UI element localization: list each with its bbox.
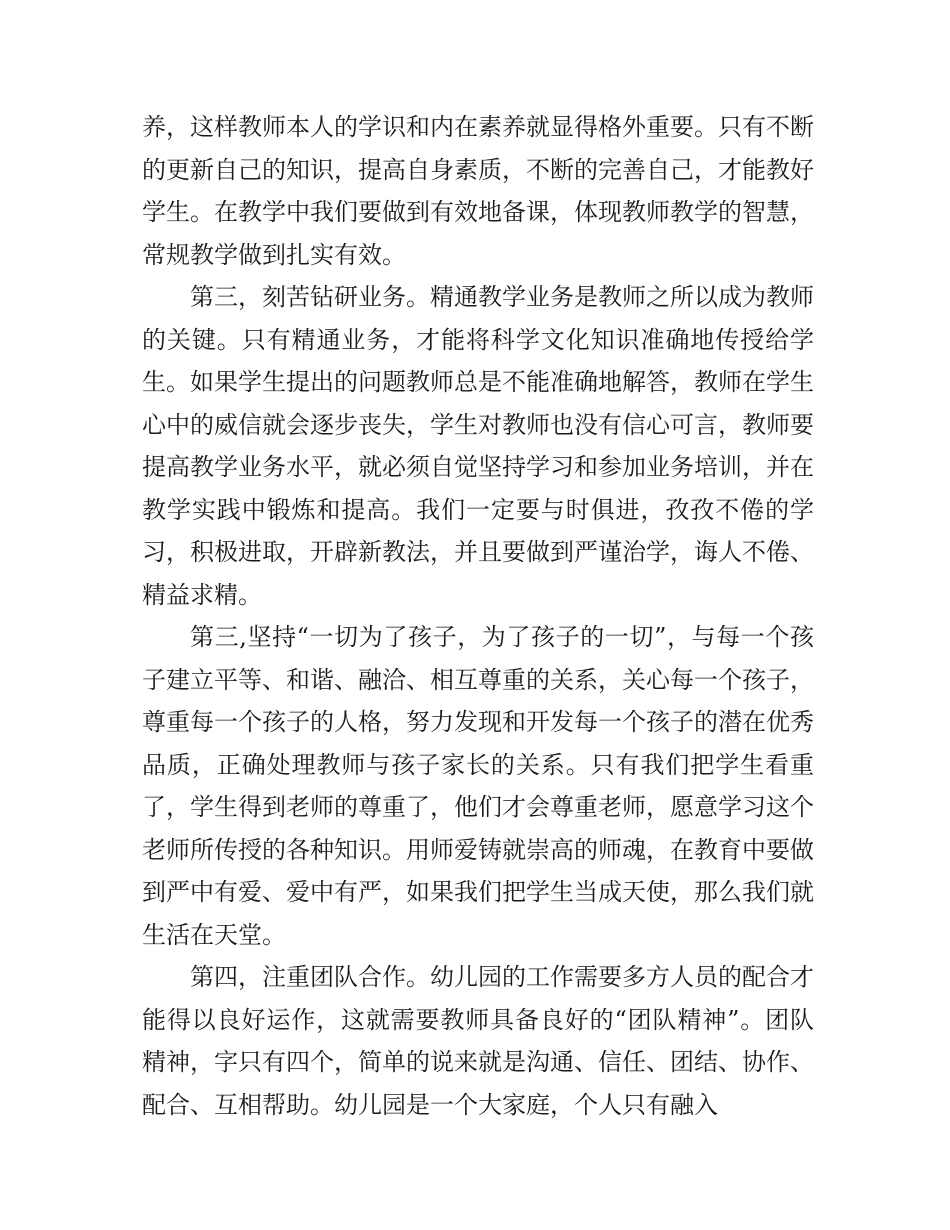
paragraph-2: 第三，刻苦钻研业务。精通教学业务是教师之所以成为教师的关键。只有精通业务，才能将科学文化知识准确地传授给学生。如果学生提出的问题教师总是不能准确地解答，教师在学生心中的威信就会逐步丧失，学生对教师也没有信心可言，教师要提高教学业务水平，就必须自觉坚持学习和参加业务培训，并在教学实践中锻炼和提高。我们一定要与时俱进，孜孜不倦的学习，积极进取，开辟新教法，并且要做到严谨治学，诲人不倦、精益求精。 [142,283,814,609]
paragraph-4: 第四，注重团队合作。幼儿园的工作需要多方人员的配合才能得以良好运作，这就需要教师具备良好的“团队精神”。团队精神，字只有四个，简单的说来就是沟通、信任、团结、协作、配合、互相帮助。幼儿园是一个大家庭，个人只有融入 [142,963,814,1119]
paragraph-1: 养，这样教师本人的学识和内在素养就显得格外重要。只有不断的更新自己的知识，提高自身素质，不断的完善自己，才能教好学生。在教学中我们要做到有效地备课，体现教师教学的智慧，常规教学做到扎实有效。 [142,113,814,269]
document-body [142,106,814,1126]
paragraph-3: 第三,坚持“一切为了孩子，为了孩子的一切”，与每一个孩子建立平等、和谐、融洽、相互尊重的关系，关心每一个孩子，尊重每一个孩子的人格，努力发现和开发每一个孩子的潜在优秀品质，正确处理教师与孩子家长的关系。只有我们把学生看重了，学生得到老师的尊重了，他们才会尊重老师，愿意学习这个老师所传授的各种知识。用师爱铸就崇高的师魂，在教育中要做到严中有爱、爱中有严，如果我们把学生当成天使，那么我们就生活在天堂。 [142,623,814,949]
